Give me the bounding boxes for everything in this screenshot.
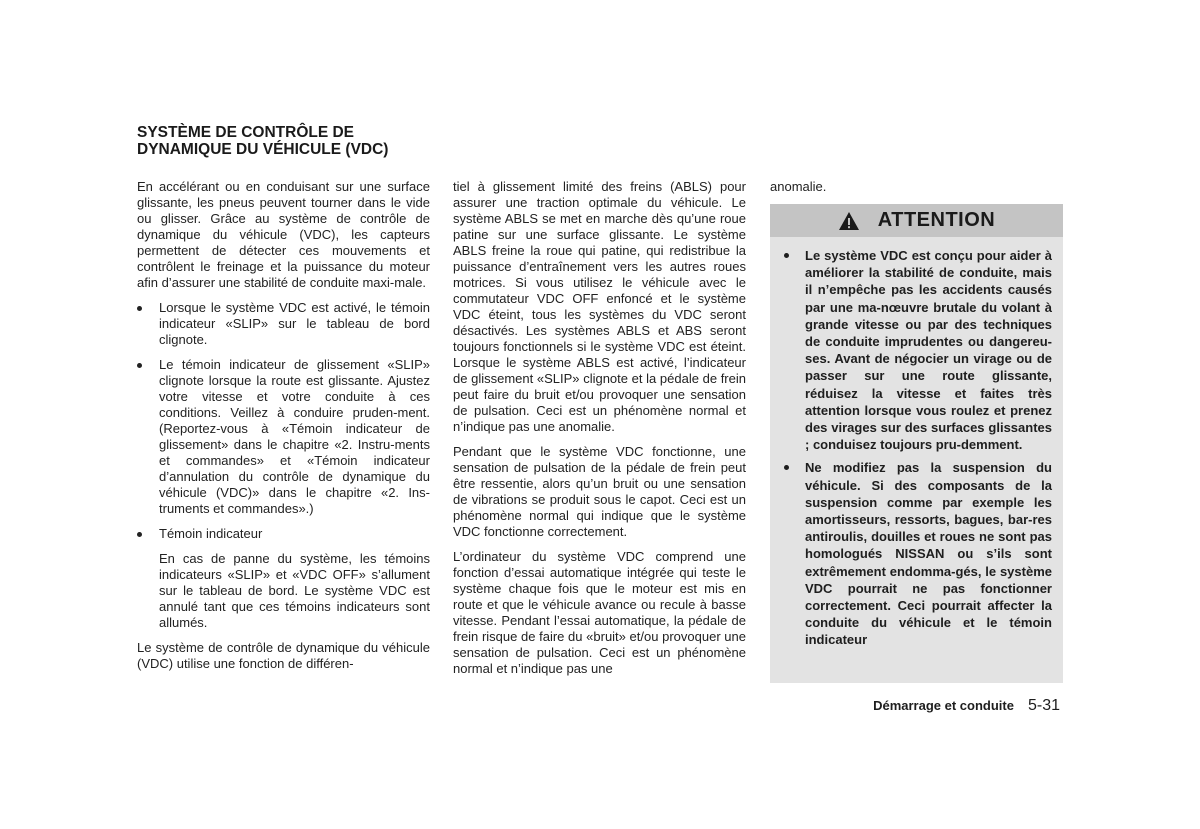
warning-triangle-icon — [838, 211, 860, 231]
page-footer — [873, 697, 1060, 715]
list-item-text: Lorsque le système VDC est activé, le témoin indicateur «SLIP» sur le tableau de bord clignote. — [159, 300, 430, 347]
paragraph-self-test: L’ordinateur du système VDC comprend une fonction d’essai automatique intégrée qui teste le système chaque fois que le moteur est mis en route et que le véhicule avance ou recule à basse vitesse. Pendant l’essai automatique, la pédale de frein risque de faire du «bruit» et/ou provoquer une sensation de pulsation. Ceci est un phénomène normal et n’indique pas une — [453, 549, 746, 676]
bullet-dot-icon — [137, 532, 142, 537]
paragraph-abls: tiel à glissement limité des freins (ABLS) pour assurer une traction optimale du véhicule. Le système ABLS se met en marche dès qu’une roue patine sur une surface glissante. Le système ABLS freine la roue qui patine, qui redistribue la puissance d’entraînement vers les autres roues motrices. Si vous utilisez le véhicule avec le commutateur VDC OFF enfoncé et le système VDC éteint, tous les systèmes du VDC seront désactivés. Les systèmes ABLS et ABS seront toujours fonctionnels si le système VDC est éteint. Lorsque le système ABLS est activé, l’indicateur de glissement «SLIP» clignote et la pédale de frein peut faire du bruit et/ou provoquer une sensation de pulsation. Ceci est un phénomène normal et n’indique pas une anomalie. — [453, 179, 746, 434]
page-number: 5-31 — [1027, 697, 1060, 714]
indented-paragraph: En cas de panne du système, les témoins indicateurs «SLIP» et «VDC OFF» s’allument sur le tableau de bord. Le système VDC est annulé tant que ces témoins indicateurs sont allumés. — [159, 551, 430, 630]
bullet-dot-icon — [784, 465, 789, 470]
list-item — [781, 459, 1052, 648]
attention-body — [770, 237, 1063, 649]
section-heading — [137, 124, 437, 158]
heading-line-2: DYNAMIQUE DU VÉHICULE (VDC) — [137, 141, 389, 158]
paragraph-pulsation: Pendant que le système VDC fonctionne, une sensation de pulsation de la pédale de frein peut être ressentie, alors qu’un bruit ou une sensation de vibrations se produit sous le capot. Ceci est un phénomène normal qui indique que le système VDC fonctionne correctement. — [453, 444, 746, 539]
footer-section-title: Démarrage et conduite — [873, 698, 1014, 713]
bullet-dot-icon — [137, 363, 142, 368]
attention-title: ATTENTION — [877, 209, 996, 231]
attention-header — [770, 204, 1063, 237]
text-column-1 — [137, 179, 430, 681]
bullet-dot-icon — [137, 306, 142, 311]
intro-paragraph: En accélérant ou en conduisant sur une surface glissante, les pneus peuvent tourner dans le vide ou glisser. Grâce au système de contrôle de dynamique du véhicule (VDC), les capteurs permettent de détecter ces mouvements et contrôlent le freinage et la puissance du moteur afin d’assurer une stabilité de conduite maxi-male. — [137, 179, 430, 290]
list-item-text: Le témoin indicateur de glissement «SLIP» clignote lorsque la route est glissante. Ajustez votre vitesse et votre conduite à ces conditions. Veillez à conduire pruden-ment. (Reportez-vous à «Témoin indicateur de glissement» dans le chapitre «2. Instru-ments et commandes» et «Témoin indicateur d’annulation du contrôle de dynamique du véhicule (VDC)» dans le chapitre «2. Ins-truments et commandes».) — [159, 357, 430, 516]
list-item-text: Témoin indicateur — [159, 526, 263, 541]
list-item — [781, 247, 1052, 453]
attention-item-text: Le système VDC est conçu pour aider à améliorer la stabilité de conduite, mais il n’empêche pas les accidents causés par une ma-nœuvre brutale du volant à grande vitesse ou par des techniques de conduite imprudentes ou dangereu-ses. Avant de négocier un virage ou de passer sur une route glissante, réduisez la vitesse et faites très attention lorsque vous roulez et prenez des virages sur des surfaces glissantes ; conduisez toujours pru-demment. — [805, 248, 1052, 453]
bullet-dot-icon — [784, 253, 789, 258]
attention-item-text: Ne modifiez pas la suspension du véhicule. Si des composants de la suspension comme par exemple les amortisseurs, ressorts, bagues, bar-res antiroulis, douilles et roues ne sont pas homologués NISSAN ou s’ils sont extrêmement endomma-gés, le système VDC pourrait ne pas fonctionner correctement. Ceci pourrait affecter la conduite du véhicule et le témoin indicateur — [805, 460, 1052, 648]
list-item — [137, 526, 430, 542]
heading-line-1: SYSTÈME DE CONTRÔLE DE — [137, 124, 355, 141]
closing-paragraph: Le système de contrôle de dynamique du véhicule (VDC) utilise une fonction de différen- — [137, 640, 430, 671]
attention-box — [770, 204, 1063, 683]
continuation-text: anomalie. — [770, 179, 827, 194]
list-item — [137, 300, 430, 348]
list-item — [137, 357, 430, 517]
text-column-2 — [453, 179, 746, 686]
text-column-3 — [770, 179, 1063, 204]
